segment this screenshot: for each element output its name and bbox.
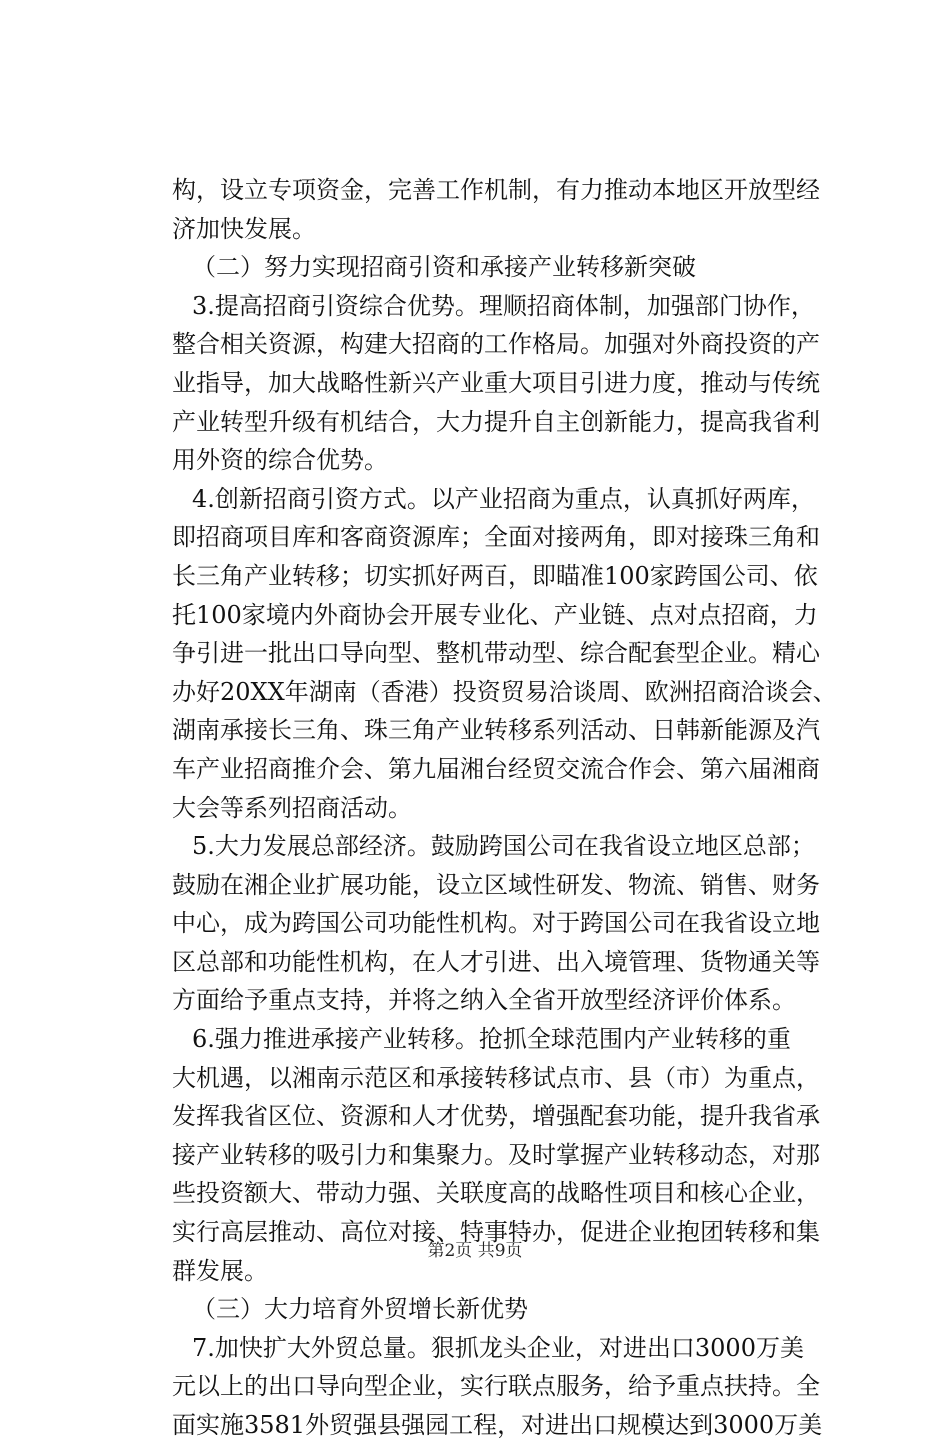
text-line: 大机遇，以湘南示范区和承接转移试点市、县（市）为重点， xyxy=(172,1063,820,1092)
text-line: 面实施3581外贸强县强园工程，对进出口规模达到3000万美 xyxy=(172,1411,823,1439)
text-line: 湖南承接长三角、珠三角产业转移系列活动、日韩新能源及汽 xyxy=(172,716,820,745)
text-line: 些投资额大、带动力强、关联度高的战略性项目和核心企业， xyxy=(172,1179,820,1208)
text-line: 5.大力发展总部经济。鼓励跨国公司在我省设立地区总部； xyxy=(192,832,815,861)
text-line: 产业转型升级有机结合，大力提升自主创新能力，提高我省利 xyxy=(172,407,820,436)
text-line: 中心，成为跨国公司功能性机构。对于跨国公司在我省设立地 xyxy=(172,909,820,938)
text-line: 大会等系列招商活动。 xyxy=(172,793,412,822)
text-line: 元以上的出口导向型企业，实行联点服务，给予重点扶持。全 xyxy=(172,1372,820,1401)
text-line: 3.提高招商引资综合优势。理顺招商体制，加强部门协作， xyxy=(192,291,815,320)
page-footer: 第2页 共9页 xyxy=(427,1241,523,1261)
text-line: 用外资的综合优势。 xyxy=(172,446,388,475)
text-line: 接产业转移的吸引力和集聚力。及时掌握产业转移动态，对那 xyxy=(172,1140,820,1169)
text-line: 即招商项目库和客商资源库；全面对接两角，即对接珠三角和 xyxy=(172,523,820,552)
text-line: （二）努力实现招商引资和承接产业转移新突破 xyxy=(192,253,696,282)
text-line: 实行高层推动、高位对接、特事特办，促进企业抱团转移和集 xyxy=(172,1218,820,1247)
text-line: 鼓励在湘企业扩展功能，设立区域性研发、物流、销售、财务 xyxy=(172,870,820,899)
text-line: 群发展。 xyxy=(172,1256,268,1285)
text-line: 构，设立专项资金，完善工作机制，有力推动本地区开放型经 xyxy=(172,176,820,204)
text-line: 区总部和功能性机构，在人才引进、出入境管理、货物通关等 xyxy=(172,947,820,976)
text-line: 长三角产业转移；切实抓好两百，即瞄准100家跨国公司、依 xyxy=(172,561,818,590)
text-line: 4.创新招商引资方式。以产业招商为重点，认真抓好两库， xyxy=(192,484,815,513)
text-line: 发挥我省区位、资源和人才优势，增强配套功能，提升我省承 xyxy=(172,1102,820,1131)
text-line: 方面给予重点支持，并将之纳入全省开放型经济评价体系。 xyxy=(172,986,796,1015)
text-line: 争引进一批出口导向型、整机带动型、综合配套型企业。精心 xyxy=(172,639,820,668)
text-line: 办好20XX年湖南（香港）投资贸易洽谈周、欧洲招商洽谈会、 xyxy=(172,677,837,706)
text-line: 济加快发展。 xyxy=(172,214,316,243)
text-line: 6.强力推进承接产业转移。抢抓全球范围内产业转移的重 xyxy=(192,1025,791,1054)
text-line: （三）大力培育外贸增长新优势 xyxy=(192,1295,528,1324)
text-line: 7.加快扩大外贸总量。狠抓龙头企业，对进出口3000万美 xyxy=(192,1333,804,1362)
text-line: 托100家境内外商协会开展专业化、产业链、点对点招商，力 xyxy=(172,600,818,629)
text-line: 业指导，加大战略性新兴产业重大项目引进力度，推动与传统 xyxy=(172,368,820,397)
text-line: 整合相关资源，构建大招商的工作格局。加强对外商投资的产 xyxy=(172,330,820,359)
text-line: 车产业招商推介会、第九届湘台经贸交流合作会、第六届湘商 xyxy=(172,754,820,783)
